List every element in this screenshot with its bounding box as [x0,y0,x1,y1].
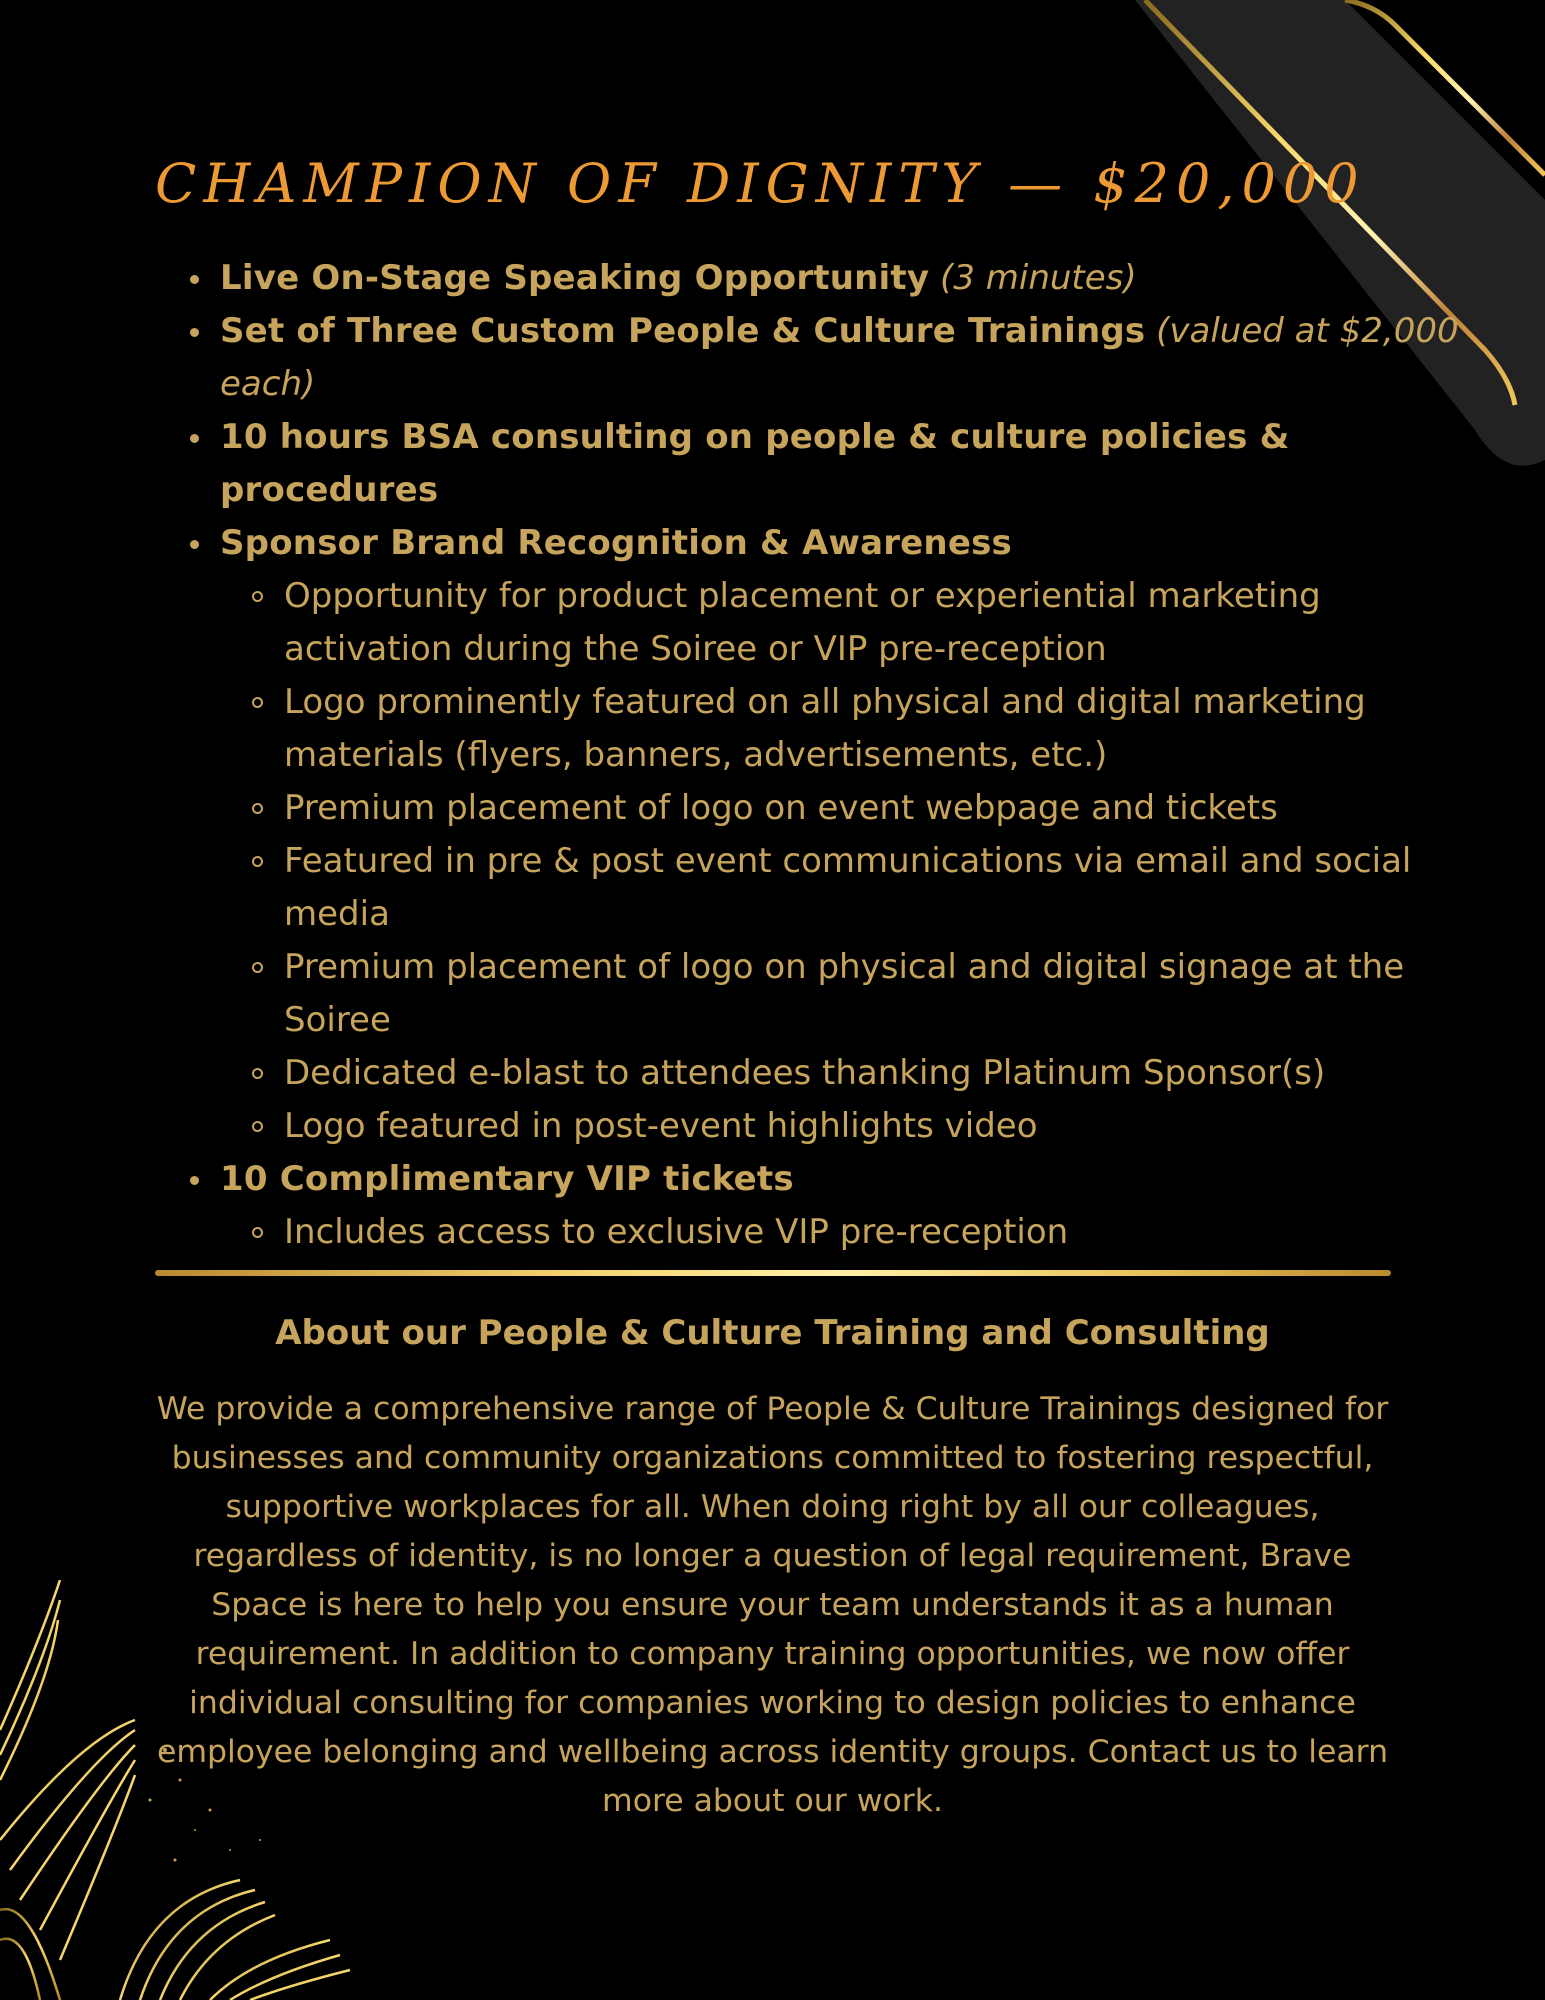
benefit-note: (valued at $2,000 each) [220,311,1459,404]
about-paragraph: We provide a comprehensive range of People & Culture Trainings designed for businesses and community organizations committed to fostering respectful, supportive workplaces for all. When doing right by all our colleagues, regardless of identity, is no longer a question of legal requirement, Brave Space is here to help you ensure your team understands it as a human requirement. In addition to company training opportunities, we now offer individual consulting for companies working to design policies to enhance employee belonging and wellbeing across identity groups. Contact us to learn more about our work. [156,1391,1389,1819]
sub-list-item: Includes access to exclusive VIP pre-reception [284,1206,1480,1259]
sub-list [220,1206,1480,1259]
sub-list-item: Premium placement of logo on event webpage and tickets [284,782,1480,835]
benefit-note: (3 minutes) [940,258,1137,298]
gold-divider [155,1270,1391,1276]
benefit-label: 10 hours BSA consulting on people & culture policies & procedures [220,417,1290,510]
benefit-label: Set of Three Custom People & Culture Trainings [220,311,1146,351]
list-item [220,1153,1480,1259]
sub-list-item: Logo featured in post-event highlights video [284,1100,1480,1153]
list-item [220,252,1480,305]
benefit-label: 10 Complimentary VIP tickets [220,1159,794,1199]
sub-list-item: Premium placement of logo on physical and digital signage at the Soiree [284,941,1480,1047]
list-item [220,305,1480,411]
page-title: CHAMPION OF DIGNITY — $20,000 [155,152,1366,215]
sub-list-item: Featured in pre & post event communications via email and social media [284,835,1480,941]
benefit-label: Sponsor Brand Recognition & Awareness [220,523,1012,563]
list-item [220,411,1480,517]
list-item [220,517,1480,1153]
about-heading: About our People & Culture Training and Consulting [275,1313,1270,1353]
benefits-list [170,252,1480,1259]
sub-list [220,570,1480,1153]
benefit-label: Live On-Stage Speaking Opportunity [220,258,930,298]
sub-list-item: Opportunity for product placement or experiential marketing activation during the Soiree or VIP pre-reception [284,570,1480,676]
sub-list-item: Logo prominently featured on all physical and digital marketing materials (flyers, banners, advertisements, etc.) [284,676,1480,782]
sub-list-item: Dedicated e-blast to attendees thanking Platinum Sponsor(s) [284,1047,1480,1100]
